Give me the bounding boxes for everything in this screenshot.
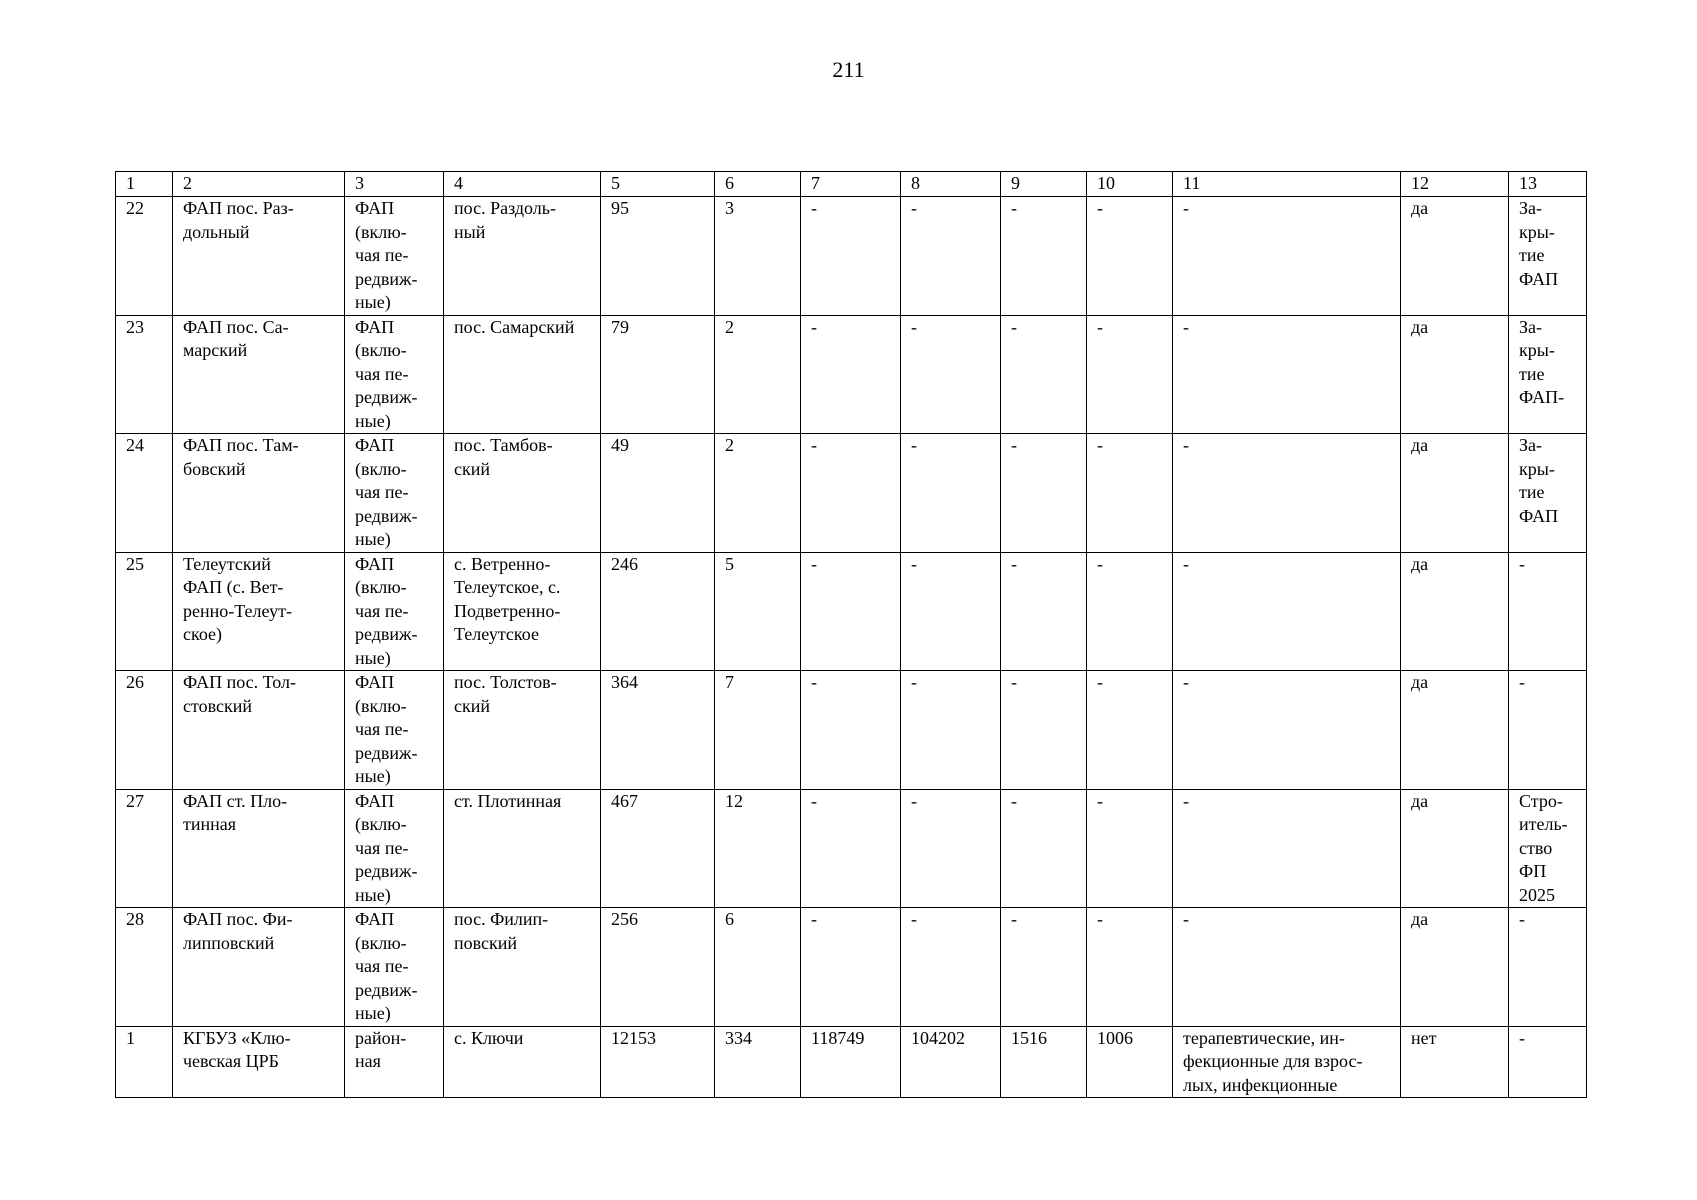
table-cell: 334 xyxy=(715,1026,801,1098)
table-cell: район- ная xyxy=(345,1026,444,1098)
header-cell: 13 xyxy=(1509,172,1587,197)
table-cell: - xyxy=(1087,789,1173,908)
table-cell: ФАП пос. Раз- дольный xyxy=(173,197,345,316)
table-cell: 256 xyxy=(601,908,715,1027)
table-row xyxy=(116,197,1587,316)
table-cell: - xyxy=(801,434,901,553)
table-cell: 26 xyxy=(116,671,173,790)
table-cell: ФАП пос. Там- бовский xyxy=(173,434,345,553)
header-cell: 2 xyxy=(173,172,345,197)
table-cell: да xyxy=(1401,908,1509,1027)
table-cell: пос. Самарский xyxy=(444,315,601,434)
table-cell: - xyxy=(801,197,901,316)
table-cell: 27 xyxy=(116,789,173,908)
table-cell: - xyxy=(1173,908,1401,1027)
table-cell: - xyxy=(1173,197,1401,316)
header-cell: 10 xyxy=(1087,172,1173,197)
table-cell: 23 xyxy=(116,315,173,434)
table-cell: - xyxy=(1173,315,1401,434)
table-cell: ФАП (вклю- чая пе- редвиж- ные) xyxy=(345,908,444,1027)
table-cell: ФАП (вклю- чая пе- редвиж- ные) xyxy=(345,789,444,908)
table-cell: ФАП (вклю- чая пе- редвиж- ные) xyxy=(345,197,444,316)
table-cell: 7 xyxy=(715,671,801,790)
table-cell: - xyxy=(1087,315,1173,434)
table-cell: - xyxy=(1001,789,1087,908)
table-cell: - xyxy=(1001,434,1087,553)
table-cell: За- кры- тие ФАП xyxy=(1509,434,1587,553)
table-cell: - xyxy=(1509,1026,1587,1098)
table-cell: - xyxy=(1087,197,1173,316)
table-cell: - xyxy=(1509,908,1587,1027)
table-cell: Стро- итель- ство ФП 2025 xyxy=(1509,789,1587,908)
table-cell: ФАП пос. Фи- липповский xyxy=(173,908,345,1027)
header-cell: 6 xyxy=(715,172,801,197)
table-row xyxy=(116,789,1587,908)
table-cell: 2 xyxy=(715,315,801,434)
table-cell: ФАП (вклю- чая пе- редвиж- ные) xyxy=(345,434,444,553)
table-cell: - xyxy=(801,908,901,1027)
table-row xyxy=(116,1026,1587,1098)
header-cell: 12 xyxy=(1401,172,1509,197)
table-cell: 1006 xyxy=(1087,1026,1173,1098)
table-cell: 467 xyxy=(601,789,715,908)
table-cell: - xyxy=(1173,789,1401,908)
table-cell: - xyxy=(1001,671,1087,790)
table-cell: - xyxy=(901,789,1001,908)
table-cell: ст. Плотинная xyxy=(444,789,601,908)
table-cell: ФАП (вклю- чая пе- редвиж- ные) xyxy=(345,315,444,434)
header-cell: 5 xyxy=(601,172,715,197)
table-cell: 22 xyxy=(116,197,173,316)
table-cell: 118749 xyxy=(801,1026,901,1098)
table-cell: пос. Тамбов- ский xyxy=(444,434,601,553)
table-cell: 12153 xyxy=(601,1026,715,1098)
table-cell: 3 xyxy=(715,197,801,316)
table-cell: с. Ключи xyxy=(444,1026,601,1098)
table-cell: - xyxy=(901,315,1001,434)
table-cell: ФАП пос. Тол- стовский xyxy=(173,671,345,790)
table-row xyxy=(116,908,1587,1027)
table-cell: - xyxy=(1001,908,1087,1027)
table-cell: 49 xyxy=(601,434,715,553)
header-cell: 11 xyxy=(1173,172,1401,197)
table-cell: - xyxy=(1001,552,1087,671)
table-cell: да xyxy=(1401,552,1509,671)
table-cell: - xyxy=(1087,552,1173,671)
table-cell: да xyxy=(1401,789,1509,908)
table-cell: да xyxy=(1401,197,1509,316)
header-cell: 8 xyxy=(901,172,1001,197)
table-cell: - xyxy=(901,197,1001,316)
table-cell: За- кры- тие ФАП xyxy=(1509,197,1587,316)
table-cell: - xyxy=(1001,315,1087,434)
table-cell: ФАП пос. Са- марский xyxy=(173,315,345,434)
table-cell: ФАП (вклю- чая пе- редвиж- ные) xyxy=(345,552,444,671)
table-cell: да xyxy=(1401,315,1509,434)
table-cell: 5 xyxy=(715,552,801,671)
table-cell: - xyxy=(901,552,1001,671)
table-cell: - xyxy=(901,671,1001,790)
header-cell: 3 xyxy=(345,172,444,197)
table-cell: с. Ветренно- Телеутское, с. Подветренно- Телеутское xyxy=(444,552,601,671)
table-cell: ФАП ст. Пло- тинная xyxy=(173,789,345,908)
header-cell: 9 xyxy=(1001,172,1087,197)
table-cell: ФАП (вклю- чая пе- редвиж- ные) xyxy=(345,671,444,790)
table-row xyxy=(116,552,1587,671)
table-cell: 104202 xyxy=(901,1026,1001,1098)
table-cell: 25 xyxy=(116,552,173,671)
table-cell: - xyxy=(1087,434,1173,553)
table-cell: - xyxy=(801,315,901,434)
table-row xyxy=(116,315,1587,434)
table-body xyxy=(116,172,1587,1098)
table-cell: 246 xyxy=(601,552,715,671)
table-cell: - xyxy=(1173,552,1401,671)
table-row xyxy=(116,671,1587,790)
table-cell: 79 xyxy=(601,315,715,434)
table-cell: 2 xyxy=(715,434,801,553)
table-cell: - xyxy=(901,908,1001,1027)
table-row xyxy=(116,434,1587,553)
table-cell: - xyxy=(801,552,901,671)
table-cell: да xyxy=(1401,434,1509,553)
table-cell: - xyxy=(1173,434,1401,553)
data-table xyxy=(115,171,1587,1098)
header-cell: 4 xyxy=(444,172,601,197)
table-cell: - xyxy=(1087,908,1173,1027)
table-cell: Телеутский ФАП (с. Вет- ренно-Телеут- ское) xyxy=(173,552,345,671)
table-header-row xyxy=(116,172,1587,197)
table-cell: 28 xyxy=(116,908,173,1027)
table-cell: 6 xyxy=(715,908,801,1027)
table-cell: пос. Толстов- ский xyxy=(444,671,601,790)
table-cell: 1 xyxy=(116,1026,173,1098)
table-cell: - xyxy=(1509,552,1587,671)
table-cell: 12 xyxy=(715,789,801,908)
table-cell: терапевтические, ин- фекционные для взрос- лых, инфекционные xyxy=(1173,1026,1401,1098)
table-cell: За- кры- тие ФАП- xyxy=(1509,315,1587,434)
table-cell: - xyxy=(901,434,1001,553)
table-cell: - xyxy=(801,671,901,790)
table-cell: КГБУЗ «Клю- чевская ЦРБ xyxy=(173,1026,345,1098)
table-cell: 1516 xyxy=(1001,1026,1087,1098)
page-number: 211 xyxy=(832,57,865,82)
table-cell: пос. Филип- повский xyxy=(444,908,601,1027)
header-cell: 1 xyxy=(116,172,173,197)
table-cell: пос. Раздоль- ный xyxy=(444,197,601,316)
header-cell: 7 xyxy=(801,172,901,197)
table-cell: 24 xyxy=(116,434,173,553)
table-cell: 95 xyxy=(601,197,715,316)
table-cell: нет xyxy=(1401,1026,1509,1098)
table-cell: - xyxy=(1173,671,1401,790)
table-cell: - xyxy=(1001,197,1087,316)
table-cell: - xyxy=(801,789,901,908)
table-cell: 364 xyxy=(601,671,715,790)
table-cell: - xyxy=(1087,671,1173,790)
table-cell: да xyxy=(1401,671,1509,790)
table-cell: - xyxy=(1509,671,1587,790)
